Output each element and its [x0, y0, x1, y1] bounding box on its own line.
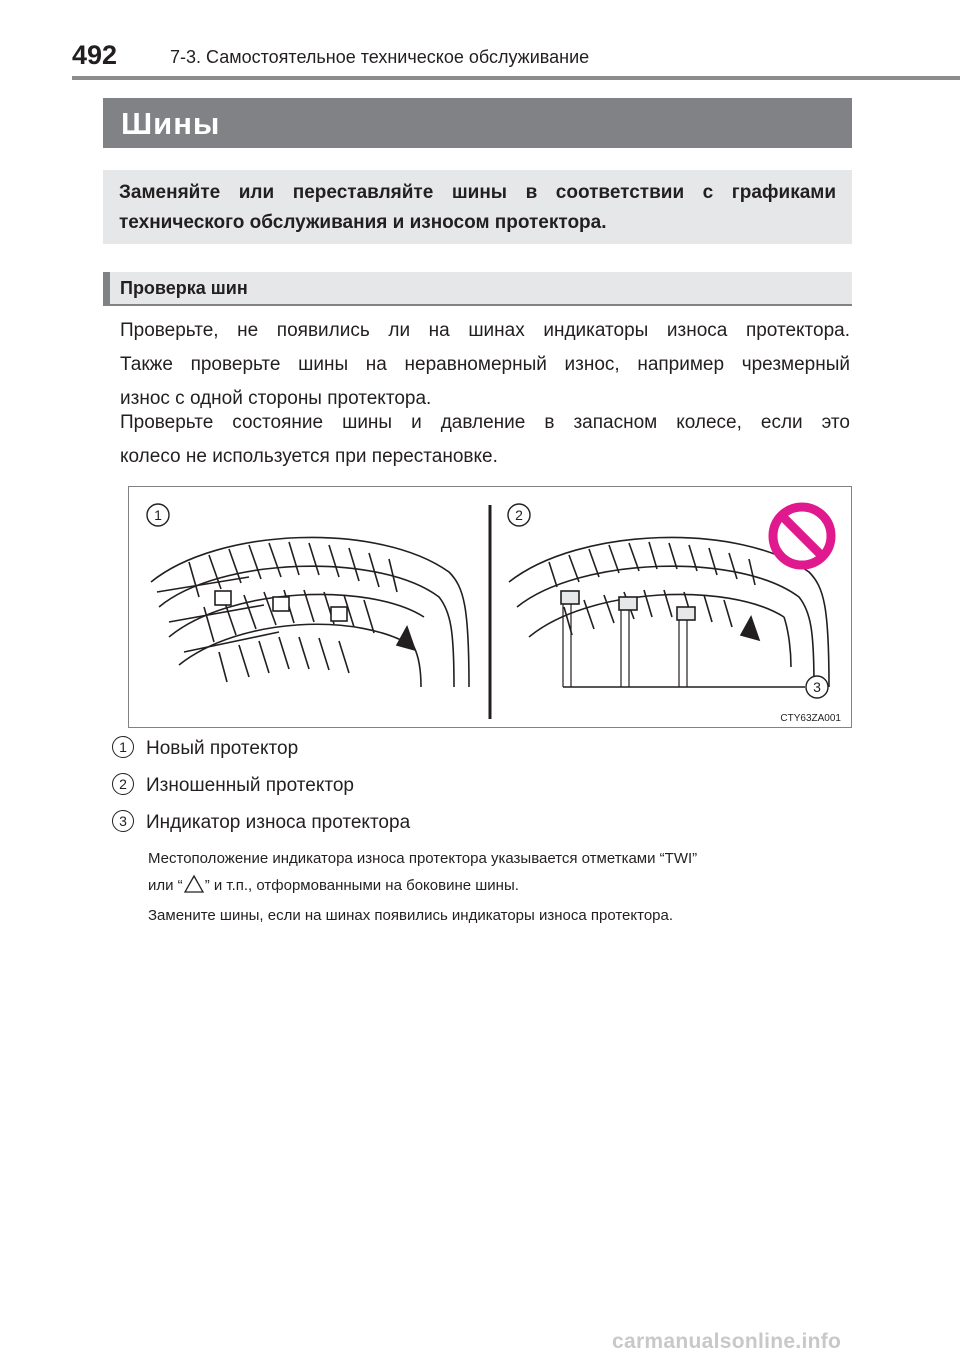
legend-item-new-tread	[112, 736, 298, 760]
section-title-bar	[103, 98, 852, 148]
note-1-pre: или “	[148, 877, 183, 894]
figure-code: CTY63ZA001	[780, 713, 841, 724]
subsection-divider	[103, 304, 852, 306]
paragraph-1-line-2: Также проверьте шины на неравномерный износ, например чрезмерный	[120, 354, 850, 375]
subsection-title: Проверка шин	[120, 278, 248, 298]
paragraph-2-line-1: Проверьте состояние шины и давление в запасном колесе, если это	[120, 412, 850, 433]
summary-box	[103, 170, 852, 244]
paragraph-1	[120, 314, 850, 416]
legend-text: Новый протектор	[146, 738, 299, 759]
legend-number: 1	[112, 736, 134, 758]
legend-item-worn-tread	[112, 773, 354, 797]
heading-marker	[103, 272, 110, 304]
paragraph-1-line-3: износ с одной стороны протектора.	[120, 388, 432, 409]
tire-wear-illustration	[128, 486, 852, 728]
subsection-heading	[103, 272, 852, 304]
legend-text: Изношенный протектор	[146, 775, 354, 796]
new-tread-tire	[151, 537, 469, 687]
page-number: 492	[72, 40, 118, 70]
note-replace-tires: Замените шины, если на шинах появились индикаторы износа протектора.	[148, 907, 674, 924]
legend-number: 2	[112, 773, 134, 795]
paragraph-2	[120, 406, 850, 474]
summary-line-1: Заменяйте или переставляйте шины в соответствии с графиками	[119, 182, 836, 203]
paragraph-1-line-1: Проверьте, не появились ли на шинах индикаторы износа протектора.	[120, 320, 850, 341]
note-indicator-location	[148, 845, 860, 899]
svg-text:2: 2	[515, 507, 523, 523]
callout-2	[508, 504, 530, 526]
tire-illustration-svg	[129, 487, 851, 727]
callout-3	[806, 676, 828, 698]
page-title: Шины	[121, 106, 221, 141]
watermark: carmanualsonline.info	[612, 1330, 842, 1353]
note-1-post: ” и т.п., отформованными на боковине шины.	[204, 877, 519, 894]
legend-item-wear-indicator	[112, 810, 410, 834]
summary-line-2: технического обслуживания и износом протектора.	[119, 212, 607, 233]
summary-text	[119, 178, 836, 238]
note-1-line-1: Местоположение индикатора износа протектора указывается отметками “TWI”	[148, 850, 698, 867]
prohibited-icon	[773, 507, 831, 565]
callout-1	[147, 504, 169, 526]
page-header	[0, 0, 960, 80]
paragraph-2-line-2: колесо не используется при перестановке.	[120, 446, 498, 467]
triangle-icon	[183, 874, 205, 894]
legend-number: 3	[112, 810, 134, 832]
svg-text:1: 1	[154, 507, 162, 523]
legend-text: Индикатор износа протектора	[146, 812, 411, 833]
chapter-title: 7-3. Самостоятельное техническое обслуживание	[170, 47, 590, 67]
svg-text:3: 3	[813, 679, 821, 695]
header-divider	[72, 76, 960, 80]
